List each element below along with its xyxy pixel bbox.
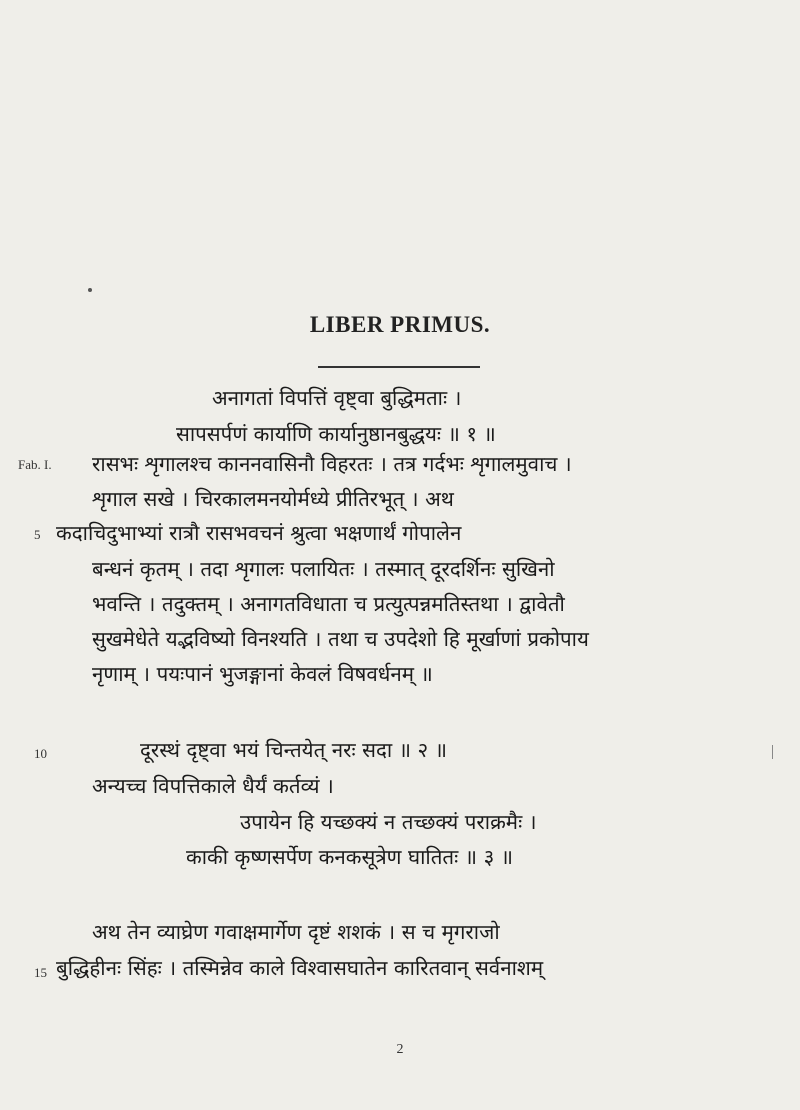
edge-mark [772,745,773,759]
text-line: रासभः शृगालश्च काननवासिनौ विहरतः । तत्र गर्दभः शृगालमुवाच । [92,452,572,476]
text-line: अथ तेन व्याघ्रेण गवाक्षमार्गेण दृष्टं शशकं । स च मृगराजो [92,920,500,944]
text-line: सुखमेधेते यद्भविष्यो विनश्यति । तथा च उपदेशो हि मूर्खाणां प्रकोपाय [92,627,589,651]
text-line: शृगाल सखे । चिरकालमनयोर्मध्ये प्रीतिरभूत् । अथ [92,487,454,511]
text-line: कदाचिदुभाभ्यां रात्रौ रासभवचनं श्रुत्वा भक्षणार्थं गोपालेन [56,521,462,545]
text-line: अनागतां विपत्तिं वृष्ट्वा बुद्धिमताः । [212,386,462,410]
head-rule [318,366,480,368]
text-line: बन्धनं कृतम् । तदा शृगालः पलायितः । तस्मात् दूरदर्शिनः सुखिनो [92,557,555,581]
fable-label: Fab. I. [18,457,52,472]
page-mark [88,288,92,292]
text-line: अन्यच्च विपत्तिकाले धैर्यं कर्तव्यं । [92,774,334,798]
line-number-15: 15 [34,965,47,980]
text-line: सापसर्पणं कार्याणि कार्यानुष्ठानबुद्धयः ॥ १ ॥ [176,422,496,446]
text-line: उपायेन हि यच्छक्यं न तच्छक्यं पराक्रमैः । [240,810,537,834]
text-line: नृणाम् । पयःपानं भुजङ्गानां केवलं विषवर्धनम् ॥ [92,662,433,686]
text-line: दूरस्थं दृष्ट्वा भयं चिन्तयेत् नरः सदा ॥ २ ॥ [140,738,448,762]
line-number-5: 5 [34,527,41,542]
page-signature: 2 [396,1042,404,1057]
running-head: LIBER PRIMUS. [309,312,491,337]
text-line: भवन्ति । तदुक्तम् । अनागतविधाता च प्रत्युत्पन्नमतिस्तथा । द्वावेतौ [92,592,565,616]
text-line: बुद्धिहीनः सिंहः । तस्मिन्नेव काले विश्वासघातेन कारितवान् सर्वनाशम् [56,956,544,980]
line-number-10: 10 [34,746,47,761]
text-line: काकी कृष्णसर्पेण कनकसूत्रेण घातितः ॥ ३ ॥ [186,845,514,869]
